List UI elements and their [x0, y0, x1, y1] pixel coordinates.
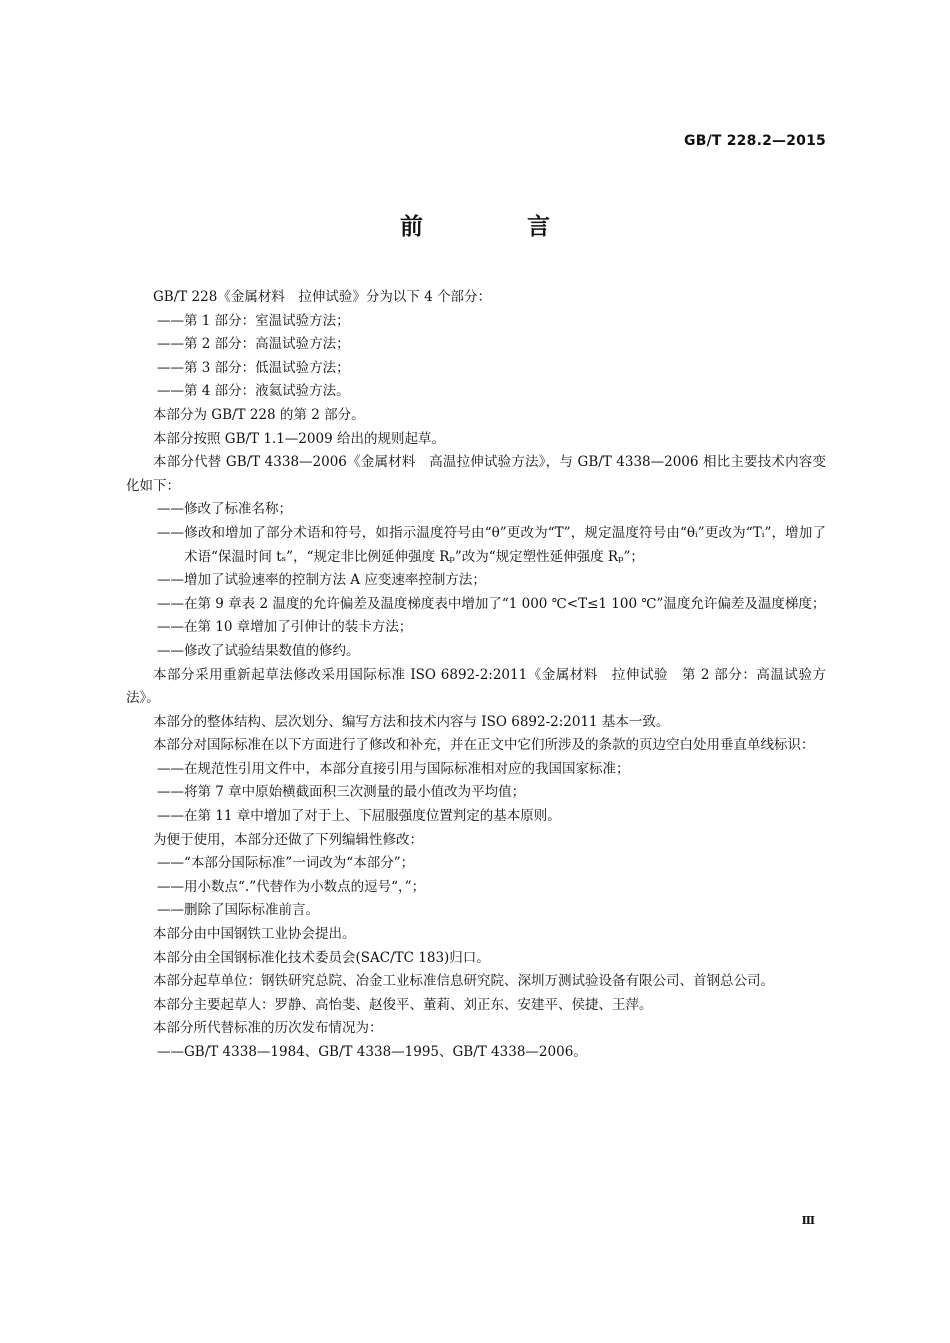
- list-item: ——将第 7 章中原始横截面积三次测量的最小值改为平均值；: [157, 784, 526, 801]
- list-item: ——修改了试验结果数值的修约。: [157, 642, 360, 659]
- list-item: ——删除了国际标准前言。: [157, 902, 319, 919]
- list-item: ——修改了标准名称；: [157, 501, 292, 518]
- paragraph: 本部分代替 GB/T 4338—2006《金属材料 高温拉伸试验方法》，与 GB/T 4338—2006 相比主要技术内容变化如下：: [126, 454, 826, 494]
- page-title: 前 言: [399, 213, 598, 240]
- list-item: ——增加了试验速率的控制方法 A 应变速率控制方法；: [157, 572, 486, 589]
- paragraph: 本部分的整体结构、层次划分、编写方法和技术内容与 ISO 6892-2:2011 基本一致。: [153, 713, 670, 730]
- list-item: ——“本部分国际标准”一词改为“本部分”；: [157, 855, 415, 872]
- page-number: Ⅲ: [801, 1214, 815, 1227]
- list-item: ——在第 9 章表 2 温度的允许偏差及温度梯度表中增加了“1 000 ℃<T≤1 100 ℃”温度允许偏差及温度梯度；: [157, 595, 826, 612]
- list-item: ——第 2 部分：高温试验方法；: [157, 336, 350, 353]
- list-item: ——第 4 部分：液氦试验方法。: [157, 383, 350, 400]
- list-item: ——第 3 部分：低温试验方法；: [157, 359, 350, 376]
- list-item: ——在第 11 章中增加了对于上、下屈服强度位置判定的基本原则。: [157, 808, 561, 825]
- paragraph: 本部分主要起草人：罗静、高怡斐、赵俊平、董莉、刘正东、安建平、侯捷、王萍。: [153, 996, 653, 1013]
- list-item: ——在第 10 章增加了引伸计的装卡方法；: [157, 619, 413, 636]
- paragraph: 本部分所代替标准的历次发布情况为：: [153, 1020, 383, 1037]
- paragraph: 本部分对国际标准在以下方面进行了修改和补充，并在正文中它们所涉及的条款的页边空白处用垂直单线标识：: [153, 737, 815, 754]
- list-item: ——修改和增加了部分术语和符号，如指示温度符号由“θ”更改为“T”，规定温度符号由“θᵢ”更改为“Tᵢ”，增加了术语“保温时间 tₛ”，“规定非比例延伸强度 Rₚ”改为“规定塑性延伸强度 Rₚ”；: [157, 524, 826, 565]
- body-text: [126, 286, 826, 1065]
- paragraph: 本部分起草单位：钢铁研究总院、冶金工业标准信息研究院、深圳万测试验设备有限公司、首钢总公司。: [153, 973, 774, 990]
- document-code: GB/T 228.2—2015: [684, 133, 826, 149]
- paragraph: GB/T 228《金属材料 拉伸试验》分为以下 4 个部分：: [153, 289, 491, 305]
- paragraph: 为便于使用，本部分还做了下列编辑性修改：: [153, 831, 423, 848]
- list-item: ——GB/T 4338—1984、GB/T 4338—1995、GB/T 4338—2006。: [157, 1044, 587, 1060]
- paragraph: 本部分由中国钢铁工业协会提出。: [153, 926, 356, 943]
- paragraph: 本部分由全国钢标准化技术委员会(SAC/TC 183)归口。: [153, 949, 490, 966]
- paragraph: 本部分按照 GB/T 1.1—2009 给出的规则起草。: [153, 430, 445, 447]
- list-item: ——第 1 部分：室温试验方法；: [157, 312, 350, 329]
- paragraph: 本部分为 GB/T 228 的第 2 部分。: [153, 406, 365, 423]
- list-item: ——在规范性引用文件中，本部分直接引用与国际标准相对应的我国国家标准；: [157, 760, 630, 777]
- paragraph: 本部分采用重新起草法修改采用国际标准 ISO 6892-2:2011《金属材料 拉伸试验 第 2 部分：高温试验方法》。: [126, 666, 826, 707]
- list-item: ——用小数点“.”代替作为小数点的逗号“，”；: [157, 878, 426, 895]
